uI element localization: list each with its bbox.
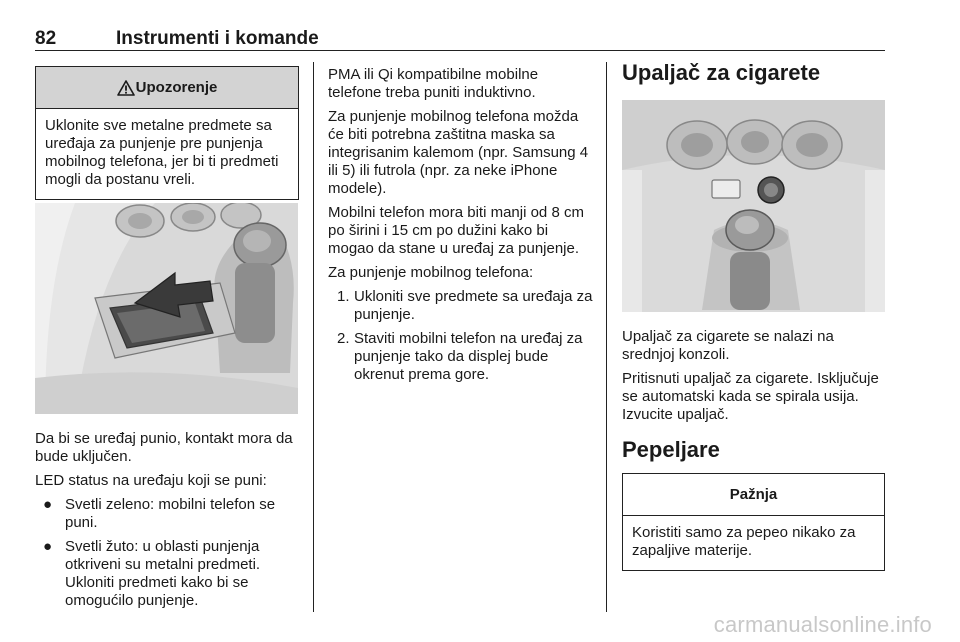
notice-text: Koristiti samo za pepeo nikako za zapaljive materije. xyxy=(632,524,856,559)
list-item xyxy=(35,496,297,532)
notice-header xyxy=(623,474,884,516)
section-title: Instrumenti i komande xyxy=(116,28,319,49)
case-note: Za punjenje mobilnog telefona možda će biti potrebna zaštitna maska sa integrisanim kalemom (npr. Samsung 4 ili 5) ili futrola (npr. za neke iPhone modele). xyxy=(328,108,589,197)
page-number: 82 xyxy=(35,28,57,49)
wireless-charger-illustration xyxy=(35,203,298,414)
list-item xyxy=(35,538,297,610)
right-column-text xyxy=(622,328,886,430)
list-item-text: Svetli žuto: u oblasti punjenja otkriveni su metalni predmeti. Ukloniti predmeti kako bi se omogućilo punjenje. xyxy=(65,538,261,609)
middle-column xyxy=(328,66,594,390)
cigarette-lighter-illustration xyxy=(622,100,885,312)
ignition-note: Da bi se uređaj punio, kontakt mora da bude uključen. xyxy=(35,430,293,465)
list-item xyxy=(328,330,594,384)
warning-triangle-icon xyxy=(117,80,135,96)
charging-steps xyxy=(328,288,594,384)
watermark: carmanualsonline.info xyxy=(713,612,932,637)
notice-column xyxy=(622,473,885,571)
ashtray-heading: Pepeljare xyxy=(622,437,720,462)
step-number: 1. xyxy=(337,288,350,305)
column-divider-2 xyxy=(606,62,607,612)
column-divider-1 xyxy=(313,62,314,612)
left-column-text xyxy=(35,430,297,616)
size-note: Mobilni telefon mora biti manji od 8 cm po širini i 15 cm po dužini kako bi mogao da stane u uređaj za punjenje. xyxy=(328,204,584,257)
notice-title: Pažnja xyxy=(729,485,778,503)
step-text: Staviti mobilni telefon na uređaj za punjenje tako da displej bude okrenut prema gore. xyxy=(354,330,583,383)
compatibility-note: PMA ili Qi kompatibilne mobilne telefone treba puniti induktivno. xyxy=(328,66,539,101)
left-column xyxy=(35,66,299,200)
header-divider xyxy=(35,50,885,51)
step-number: 2. xyxy=(337,330,350,347)
list-item xyxy=(328,288,594,324)
steps-intro: Za punjenje mobilnog telefona: xyxy=(328,264,534,281)
step-text: Ukloniti sve predmete sa uređaja za punjenje. xyxy=(354,288,593,323)
bullet-icon: ● xyxy=(43,496,53,513)
warning-header xyxy=(36,67,298,109)
warning-box xyxy=(35,66,299,200)
led-status-list xyxy=(35,496,297,610)
right-column-heading xyxy=(622,60,886,85)
lighter-location: Upaljač za cigarete se nalazi na srednjoj konzoli. xyxy=(622,328,834,363)
bullet-icon: ● xyxy=(43,538,53,555)
cigarette-lighter-heading: Upaljač za cigarete xyxy=(622,60,821,85)
list-item-text: Svetli zeleno: mobilni telefon se puni. xyxy=(65,496,276,531)
ashtray-section xyxy=(622,437,886,462)
lighter-usage: Pritisnuti upaljač za cigarete. Isključuje se automatski kada se spirala usija. Izvucite upaljač. xyxy=(622,370,879,423)
notice-box xyxy=(622,473,885,571)
led-status-intro: LED status na uređaju koji se puni: xyxy=(35,472,267,489)
page-header xyxy=(35,28,885,50)
warning-title: Upozorenje xyxy=(135,78,218,96)
warning-text: Uklonite sve metalne predmete sa uređaja za punjenje pre punjenja mobilnog telefona, jer bi ti predmeti mogli da postanu vreli. xyxy=(45,117,279,188)
